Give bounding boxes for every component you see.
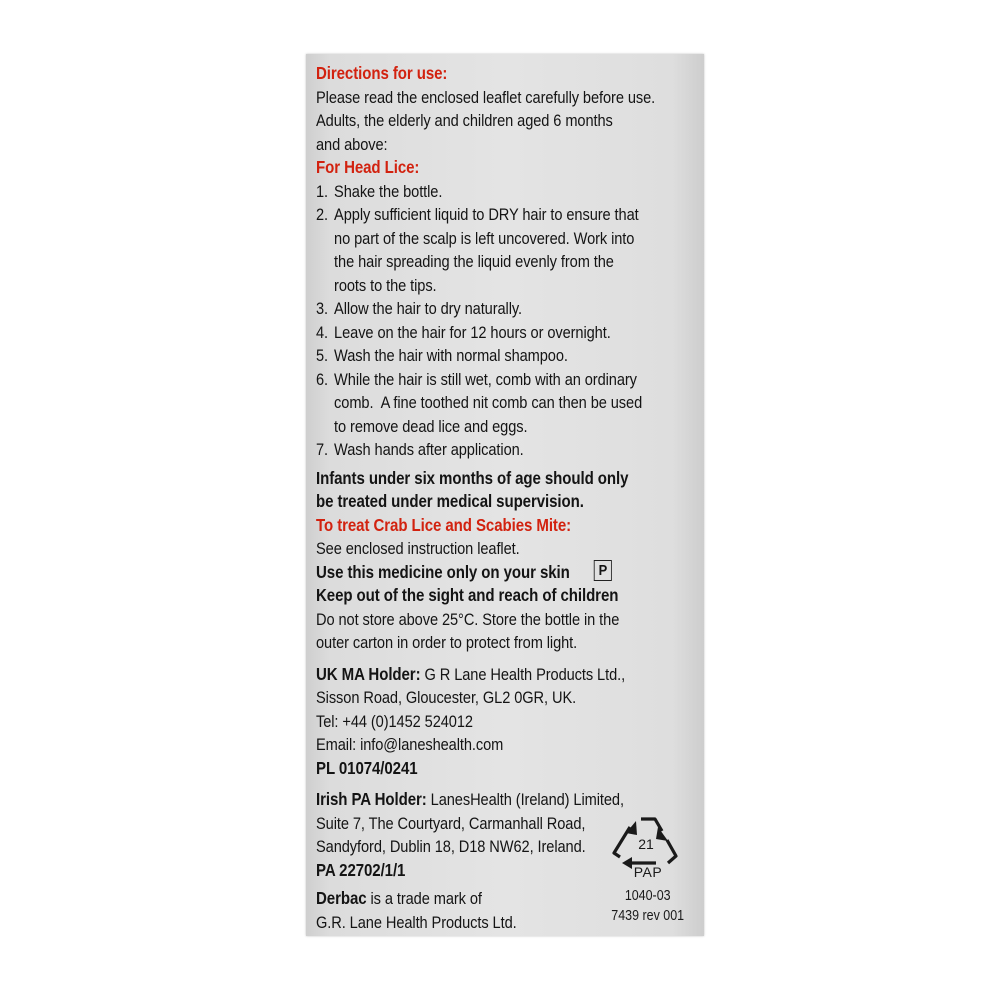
uk-holder-tel: Tel: +44 (0)1452 524012 [316, 711, 473, 731]
print-codes [609, 886, 686, 926]
directions-line: Please read the enclosed leaflet carefully before use. [316, 87, 656, 107]
storage-text: outer carton in order to protect from light. [316, 633, 578, 652]
step-text: While the hair is still wet, comb with an ordinary [334, 369, 637, 389]
uk-holder-email: Email: info@laneshealth.com [316, 735, 504, 754]
irish-holder-label: Irish PA Holder: [316, 789, 427, 809]
step-text: the hair spreading the liquid evenly from the [334, 252, 614, 271]
skin-warning [316, 561, 686, 585]
uk-holder [316, 663, 686, 687]
step-item [316, 368, 686, 439]
step-text: roots to the tips. [334, 275, 437, 295]
irish-holder-address: Suite 7, The Courtyard, Carmanhall Road, [316, 813, 586, 833]
step-text: comb. A fine toothed nit comb can then be used [334, 393, 643, 412]
directions-line: and above: [316, 134, 388, 154]
trademark-owner: G.R. Lane Health Products Ltd. [316, 912, 517, 932]
step-item [316, 321, 686, 345]
step-item [316, 344, 686, 368]
step-number: 2. [316, 205, 329, 224]
step-text: Shake the bottle. [334, 181, 443, 201]
directions-heading: Directions for use: [316, 63, 448, 83]
step-text: Apply sufficient liquid to DRY hair to ensure that [334, 205, 639, 224]
step-number: 6. [316, 369, 329, 389]
directions-line: Adults, the elderly and children aged 6 months [316, 111, 613, 130]
step-text: no part of the scalp is left uncovered. Work into [334, 228, 635, 248]
crab-lice-text: See enclosed instruction leaflet. [316, 539, 520, 558]
irish-holder [316, 788, 686, 812]
uk-holder-name: G R Lane Health Products Ltd., [420, 664, 626, 684]
recycling-number: 21 [638, 836, 654, 852]
storage-text: Do not store above 25°C. Store the bottle in the [316, 609, 620, 629]
step-number: 3. [316, 299, 329, 318]
step-item [316, 203, 686, 297]
step-item [316, 438, 686, 462]
carton-panel [306, 54, 704, 936]
pa-number: PA 22702/1/1 [316, 859, 406, 880]
crab-lice-heading: To treat Crab Lice and Scabies Mite: [316, 514, 572, 535]
pharmacy-p-symbol: P [594, 560, 612, 581]
infants-warning: Infants under six months of age should only [316, 467, 629, 488]
trademark-line: is a trade mark of [366, 889, 482, 908]
head-lice-heading: For Head Lice: [316, 157, 420, 177]
recycling-label: PAP [633, 864, 663, 880]
uk-holder-label: UK MA Holder: [316, 663, 421, 684]
step-item [316, 297, 686, 321]
step-number: 7. [316, 440, 329, 459]
step-text: to remove dead lice and eggs. [334, 416, 528, 436]
step-text: Wash hands after application. [334, 440, 524, 459]
step-text: Wash the hair with normal shampoo. [334, 346, 568, 365]
irish-holder-address: Sandyford, Dublin 18, D18 NW62, Ireland. [316, 837, 586, 856]
step-item [316, 180, 686, 204]
step-text: Leave on the hair for 12 hours or overnight. [334, 322, 611, 342]
children-warning: Keep out of the sight and reach of children [316, 585, 619, 605]
step-number: 5. [316, 346, 329, 365]
print-code: 1040-03 [624, 888, 671, 904]
step-text: Allow the hair to dry naturally. [334, 299, 522, 318]
skin-warning-text: Use this medicine only on your skin [316, 561, 570, 582]
irish-holder-name: LanesHealth (Ireland) Limited, [426, 790, 624, 809]
pl-number: PL 01074/0241 [316, 757, 418, 778]
step-number: 1. [316, 181, 329, 201]
print-code: 7439 rev 001 [611, 908, 685, 924]
infants-warning: be treated under medical supervision. [316, 491, 584, 511]
step-number: 4. [316, 322, 329, 342]
brand-name: Derbac [316, 888, 367, 908]
head-lice-steps [316, 180, 686, 462]
uk-holder-address: Sisson Road, Gloucester, GL2 0GR, UK. [316, 688, 577, 707]
